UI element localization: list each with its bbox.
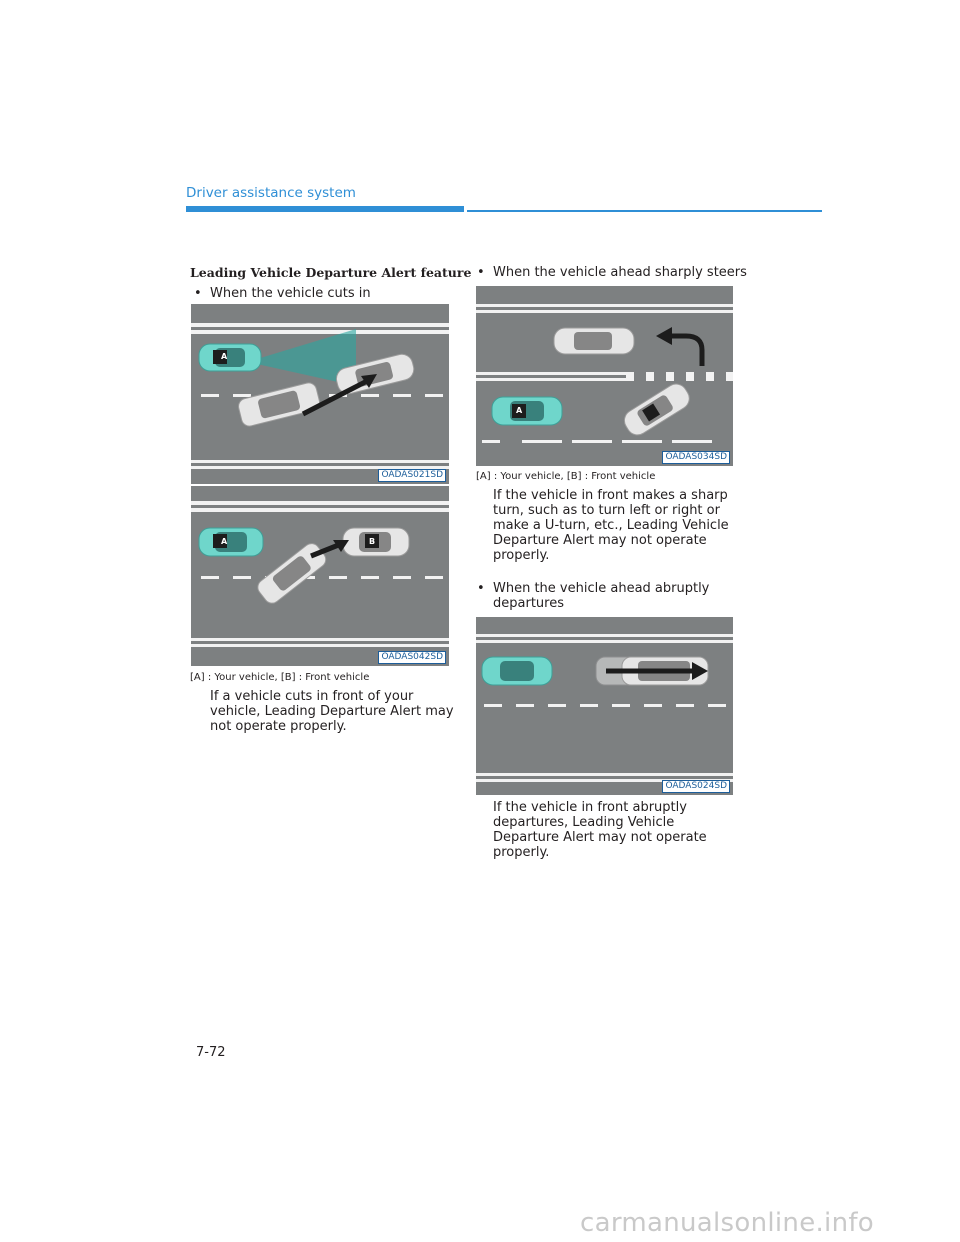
vehicle-label-a: A [221, 537, 228, 546]
oncoming-vehicle [554, 328, 634, 354]
bullet-text: When the vehicle ahead sharply steers [493, 265, 747, 280]
figure-caption: [A] : Your vehicle, [B] : Front vehicle [190, 672, 370, 683]
header-bar-accent [186, 206, 464, 212]
bullet-text: When the vehicle ahead abruptly departures [493, 581, 710, 611]
figure-code: OADAS042SD [378, 651, 446, 664]
figure-caption: [A] : Your vehicle, [B] : Front vehicle [476, 471, 656, 482]
figure-abrupt-departure [476, 617, 733, 795]
bullet-text: When the vehicle cuts in [210, 286, 371, 301]
bullet-dot: • [194, 286, 202, 301]
road-illustration [476, 286, 733, 466]
paragraph-abrupt-departure: If the vehicle in front abruptly departures, Leading Vehicle Departure Alert may not operate properly. [493, 800, 707, 860]
bullet-dot: • [477, 265, 485, 280]
paragraph-cut-in: If a vehicle cuts in front of your vehicle, Leading Departure Alert may not operate properly. [210, 689, 454, 734]
header-rule [467, 210, 822, 212]
watermark: carmanualsonline.info [580, 1208, 875, 1238]
vehicle-label-a: A [516, 406, 523, 415]
road-illustration [476, 617, 733, 795]
your-vehicle-a [482, 657, 552, 685]
figure-cut-in-1 [191, 304, 449, 484]
figure-code: OADAS021SD [378, 469, 446, 482]
page-number: 7-72 [196, 1045, 226, 1060]
vehicle-label-b: B [369, 537, 376, 546]
figure-code: OADAS024SD [662, 780, 730, 793]
paragraph-sharp-turn: If the vehicle in front makes a sharp turn, such as to turn left or right or make a U-turn, etc., Leading Vehicle Departure Alert may not operate properly. [493, 488, 729, 563]
your-vehicle-a [492, 397, 562, 425]
feature-heading: Leading Vehicle Departure Alert feature [190, 265, 472, 280]
figure-cut-in-2 [191, 486, 449, 666]
section-header-title: Driver assistance system [186, 185, 356, 201]
your-vehicle-a [199, 344, 261, 371]
front-vehicle-b [343, 528, 409, 556]
road-illustration [191, 304, 449, 484]
your-vehicle-a [199, 528, 263, 556]
figure-sharp-steer [476, 286, 733, 466]
figure-code: OADAS034SD [662, 451, 730, 464]
vehicle-label-a: A [221, 352, 228, 361]
road-illustration [191, 486, 449, 666]
bullet-dot: • [477, 581, 485, 596]
